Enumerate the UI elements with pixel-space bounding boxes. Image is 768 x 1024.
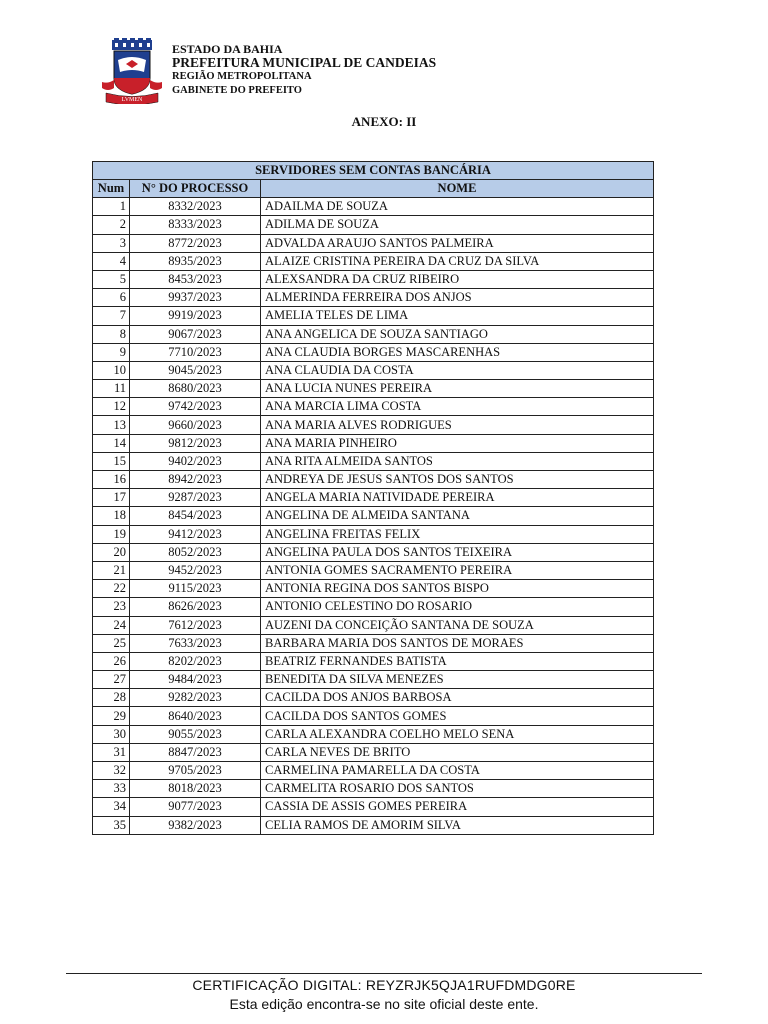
table-row <box>93 507 654 525</box>
row-processo: 9115/2023 <box>130 580 261 598</box>
row-num: 8 <box>93 325 130 343</box>
row-num: 10 <box>93 361 130 379</box>
footer-divider <box>66 973 702 974</box>
row-num: 6 <box>93 289 130 307</box>
table-row <box>93 452 654 470</box>
table-row <box>93 525 654 543</box>
row-nome: BARBARA MARIA DOS SANTOS DE MORAES <box>261 634 654 652</box>
table-row <box>93 634 654 652</box>
row-processo: 8453/2023 <box>130 270 261 288</box>
row-num: 7 <box>93 307 130 325</box>
row-num: 15 <box>93 452 130 470</box>
anexo-title: ANEXO: II <box>351 114 417 129</box>
row-nome: CACILDA DOS ANJOS BARBOSA <box>261 689 654 707</box>
row-nome: ALEXSANDRA DA CRUZ RIBEIRO <box>261 270 654 288</box>
row-processo: 8052/2023 <box>130 543 261 561</box>
row-nome: CARMELITA ROSARIO DOS SANTOS <box>261 780 654 798</box>
row-nome: ANGELINA FREITAS FELIX <box>261 525 654 543</box>
gabinete-label: GABINETE DO PREFEITO <box>172 85 302 96</box>
row-processo: 8333/2023 <box>130 216 261 234</box>
table-row <box>93 325 654 343</box>
table-row <box>93 707 654 725</box>
municipal-crest-icon <box>100 38 164 104</box>
row-processo: 8454/2023 <box>130 507 261 525</box>
row-nome: ADILMA DE SOUZA <box>261 216 654 234</box>
row-processo: 9484/2023 <box>130 671 261 689</box>
letterhead <box>100 38 540 104</box>
row-nome: CELIA RAMOS DE AMORIM SILVA <box>261 816 654 834</box>
row-processo: 9055/2023 <box>130 725 261 743</box>
row-num: 2 <box>93 216 130 234</box>
row-num: 19 <box>93 525 130 543</box>
row-num: 5 <box>93 270 130 288</box>
table-row <box>93 361 654 379</box>
row-nome: CARLA NEVES DE BRITO <box>261 743 654 761</box>
prefeitura-name: PREFEITURA MUNICIPAL DE CANDEIAS <box>172 55 437 70</box>
row-nome: BENEDITA DA SILVA MENEZES <box>261 671 654 689</box>
row-num: 29 <box>93 707 130 725</box>
row-num: 18 <box>93 507 130 525</box>
row-num: 24 <box>93 616 130 634</box>
servidores-table <box>92 161 654 835</box>
row-num: 35 <box>93 816 130 834</box>
row-processo: 9402/2023 <box>130 452 261 470</box>
row-nome: ADVALDA ARAUJO SANTOS PALMEIRA <box>261 234 654 252</box>
row-processo: 9705/2023 <box>130 762 261 780</box>
table-row <box>93 652 654 670</box>
row-num: 4 <box>93 252 130 270</box>
table-row <box>93 307 654 325</box>
row-num: 1 <box>93 198 130 216</box>
table-row <box>93 580 654 598</box>
row-nome: ANA CLAUDIA BORGES MASCARENHAS <box>261 343 654 361</box>
row-num: 23 <box>93 598 130 616</box>
row-processo: 9282/2023 <box>130 689 261 707</box>
table-row <box>93 598 654 616</box>
table-row <box>93 289 654 307</box>
row-num: 13 <box>93 416 130 434</box>
table-row <box>93 380 654 398</box>
state-name: ESTADO DA BAHIA <box>172 42 283 56</box>
table-row <box>93 816 654 834</box>
row-processo: 8847/2023 <box>130 743 261 761</box>
table-row <box>93 343 654 361</box>
row-num: 16 <box>93 471 130 489</box>
table-row <box>93 671 654 689</box>
col-header-nome: NOME <box>261 180 654 198</box>
row-nome: ANA MARCIA LIMA COSTA <box>261 398 654 416</box>
row-num: 31 <box>93 743 130 761</box>
row-num: 21 <box>93 561 130 579</box>
col-header-processo: N° DO PROCESSO <box>130 180 261 198</box>
row-processo: 9452/2023 <box>130 561 261 579</box>
row-processo: 8942/2023 <box>130 471 261 489</box>
row-nome: ANTONIA GOMES SACRAMENTO PEREIRA <box>261 561 654 579</box>
edition-note: Esta edição encontra-se no site oficial deste ente. <box>229 996 539 1012</box>
row-processo: 7710/2023 <box>130 343 261 361</box>
table-row <box>93 543 654 561</box>
table-row <box>93 270 654 288</box>
table-row <box>93 561 654 579</box>
row-nome: CARLA ALEXANDRA COELHO MELO SENA <box>261 725 654 743</box>
table-row <box>93 616 654 634</box>
row-num: 28 <box>93 689 130 707</box>
row-num: 30 <box>93 725 130 743</box>
row-num: 32 <box>93 762 130 780</box>
row-nome: ANGELA MARIA NATIVIDADE PEREIRA <box>261 489 654 507</box>
row-nome: ANA RITA ALMEIDA SANTOS <box>261 452 654 470</box>
table-row <box>93 798 654 816</box>
row-nome: CACILDA DOS SANTOS GOMES <box>261 707 654 725</box>
row-nome: ALAIZE CRISTINA PEREIRA DA CRUZ DA SILVA <box>261 252 654 270</box>
row-processo: 8680/2023 <box>130 380 261 398</box>
row-nome: ANA ANGELICA DE SOUZA SANTIAGO <box>261 325 654 343</box>
table-row <box>93 471 654 489</box>
row-processo: 9067/2023 <box>130 325 261 343</box>
row-processo: 7633/2023 <box>130 634 261 652</box>
row-nome: ANTONIA REGINA DOS SANTOS BISPO <box>261 580 654 598</box>
row-nome: ANA MARIA PINHEIRO <box>261 434 654 452</box>
letterhead-text <box>172 42 436 98</box>
row-num: 25 <box>93 634 130 652</box>
table-row <box>93 489 654 507</box>
row-processo: 8332/2023 <box>130 198 261 216</box>
row-nome: ANA CLAUDIA DA COSTA <box>261 361 654 379</box>
table-row <box>93 398 654 416</box>
row-processo: 8626/2023 <box>130 598 261 616</box>
row-processo: 8640/2023 <box>130 707 261 725</box>
row-num: 17 <box>93 489 130 507</box>
row-processo: 8018/2023 <box>130 780 261 798</box>
row-processo: 9287/2023 <box>130 489 261 507</box>
row-num: 14 <box>93 434 130 452</box>
row-processo: 8202/2023 <box>130 652 261 670</box>
crest-motto: LVMEN <box>121 97 143 103</box>
row-processo: 9045/2023 <box>130 361 261 379</box>
row-nome: ANGELINA DE ALMEIDA SANTANA <box>261 507 654 525</box>
regiao-label: REGIÃO METROPOLITANA <box>172 71 312 82</box>
row-nome: CARMELINA PAMARELLA DA COSTA <box>261 762 654 780</box>
row-processo: 7612/2023 <box>130 616 261 634</box>
row-num: 34 <box>93 798 130 816</box>
row-num: 3 <box>93 234 130 252</box>
table-row <box>93 434 654 452</box>
row-processo: 9937/2023 <box>130 289 261 307</box>
row-processo: 8935/2023 <box>130 252 261 270</box>
row-num: 11 <box>93 380 130 398</box>
row-num: 20 <box>93 543 130 561</box>
row-nome: ANA LUCIA NUNES PEREIRA <box>261 380 654 398</box>
row-processo: 9412/2023 <box>130 525 261 543</box>
row-num: 26 <box>93 652 130 670</box>
row-nome: ANTONIO CELESTINO DO ROSARIO <box>261 598 654 616</box>
table-row <box>93 216 654 234</box>
table-row <box>93 416 654 434</box>
row-processo: 8772/2023 <box>130 234 261 252</box>
table-row <box>93 252 654 270</box>
row-num: 27 <box>93 671 130 689</box>
table-row <box>93 234 654 252</box>
table-row <box>93 689 654 707</box>
row-nome: ALMERINDA FERREIRA DOS ANJOS <box>261 289 654 307</box>
row-processo: 9742/2023 <box>130 398 261 416</box>
row-nome: ADAILMA DE SOUZA <box>261 198 654 216</box>
table-body <box>93 198 654 835</box>
certificacao-digital: CERTIFICAÇÃO DIGITAL: REYZRJK5QJA1RUFDMDG0RE <box>192 977 576 993</box>
col-header-num: Num <box>93 180 130 198</box>
row-processo: 9077/2023 <box>130 798 261 816</box>
row-nome: ANDREYA DE JESUS SANTOS DOS SANTOS <box>261 471 654 489</box>
row-nome: AUZENI DA CONCEIÇÃO SANTANA DE SOUZA <box>261 616 654 634</box>
row-num: 9 <box>93 343 130 361</box>
table-row <box>93 743 654 761</box>
row-nome: ANGELINA PAULA DOS SANTOS TEIXEIRA <box>261 543 654 561</box>
table-row <box>93 725 654 743</box>
row-num: 12 <box>93 398 130 416</box>
row-processo: 9382/2023 <box>130 816 261 834</box>
table-row <box>93 762 654 780</box>
row-nome: CASSIA DE ASSIS GOMES PEREIRA <box>261 798 654 816</box>
row-nome: ANA MARIA ALVES RODRIGUES <box>261 416 654 434</box>
row-num: 22 <box>93 580 130 598</box>
row-nome: AMELIA TELES DE LIMA <box>261 307 654 325</box>
table-title: SERVIDORES SEM CONTAS BANCÁRIA <box>93 162 654 180</box>
row-processo: 9812/2023 <box>130 434 261 452</box>
row-num: 33 <box>93 780 130 798</box>
row-nome: BEATRIZ FERNANDES BATISTA <box>261 652 654 670</box>
table-row <box>93 780 654 798</box>
row-processo: 9919/2023 <box>130 307 261 325</box>
row-processo: 9660/2023 <box>130 416 261 434</box>
table-row <box>93 198 654 216</box>
